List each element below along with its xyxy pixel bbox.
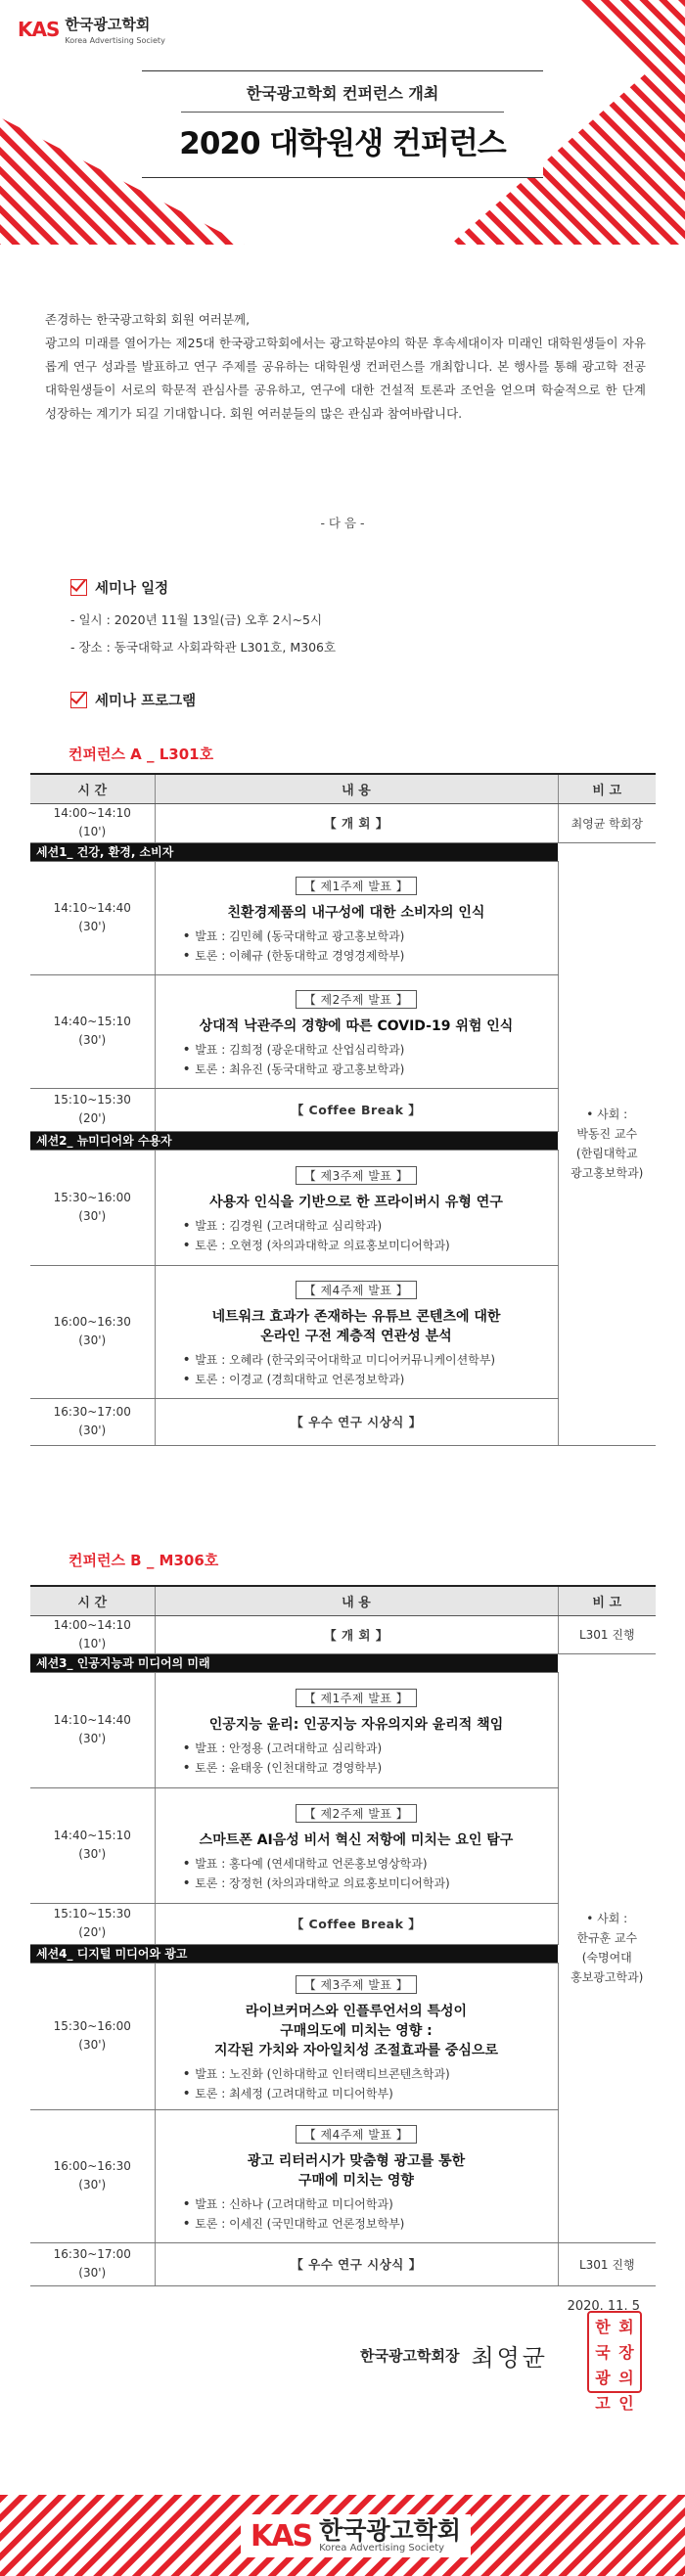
- time: 14:10~14:40: [53, 901, 131, 915]
- moderator-line: 한규훈 교수: [576, 1931, 638, 1945]
- table-header-row: [30, 1586, 656, 1615]
- presentation-title: [156, 2151, 558, 2191]
- col-content: 내 용: [155, 774, 558, 803]
- seal-char: 인: [618, 2394, 634, 2413]
- seal-char: 회: [618, 2318, 634, 2336]
- logo-mark: KAS: [18, 18, 60, 41]
- discussant: • 토론 : 장정헌 (차의과대학교 의료홍보미디어학과): [183, 1874, 558, 1893]
- schedule-place: - 장소 : 동국대학교 사회과학관 L301호, M306호: [70, 640, 337, 655]
- header-logo: [18, 14, 165, 45]
- document-date: 2020. 11. 5: [567, 2299, 640, 2314]
- opening-note: L301 진행: [558, 1615, 656, 1653]
- presenter: • 발표 : 김민혜 (동국대학교 광고홍보학과): [183, 926, 558, 946]
- presenter: • 발표 : 오혜라 (한국외국어대학교 미디어커뮤니케이션학부): [183, 1350, 558, 1370]
- table-row: [30, 803, 656, 842]
- title-box: [142, 70, 543, 178]
- time: 15:10~15:30: [53, 1907, 131, 1921]
- discussant: • 토론 : 최세정 (고려대학교 미디어학부): [183, 2084, 558, 2103]
- title-line: 광고 리터러시가 맞춤형 광고를 통한: [247, 2152, 466, 2169]
- footer-logo-english: Korea Advertising Society: [319, 2543, 445, 2553]
- opening-label: 【 개 회 】: [155, 1615, 558, 1653]
- discussant: • 토론 : 이경교 (경희대학교 언론정보학과): [183, 1370, 558, 1389]
- duration: (30'): [78, 1333, 107, 1347]
- discussant: • 토론 : 윤태웅 (인천대학교 경영학부): [183, 1758, 558, 1778]
- checkbox-icon: [70, 692, 87, 708]
- coffee-break: 【 Coffee Break 】: [155, 1088, 558, 1131]
- signature: [360, 2338, 548, 2373]
- time: 14:40~15:10: [53, 1829, 131, 1842]
- schedule-heading: [70, 577, 168, 598]
- award-ceremony: 【 우수 연구 시상식 】: [155, 2242, 558, 2285]
- presenter: • 발표 : 안정용 (고려대학교 심리학과): [183, 1739, 558, 1758]
- moderator-line: 광고홍보학과): [571, 1166, 644, 1180]
- footer-banner: [0, 2495, 685, 2576]
- opening-note: 최영균 학회장: [558, 803, 656, 842]
- intro-text: [45, 308, 646, 426]
- session-1-label: 세션1_ 건강, 환경, 소비자: [30, 842, 558, 861]
- official-seal: [587, 2311, 642, 2413]
- duration: (30'): [78, 1033, 107, 1047]
- title-line: 지각된 가치와 자아일치성 조절효과를 중심으로: [214, 2042, 498, 2058]
- col-note: 비 고: [558, 774, 656, 803]
- table-row: [30, 2242, 656, 2285]
- duration: (30'): [78, 1732, 107, 1745]
- moderator-note: [558, 842, 656, 1445]
- title-divider: [181, 112, 504, 113]
- discussant: • 토론 : 오현정 (차의과대학교 의료홍보미디어학과): [183, 1236, 558, 1255]
- presentation-cell: [155, 1787, 558, 1903]
- seal-char: 장: [618, 2343, 634, 2362]
- award-note: L301 진행: [558, 2242, 656, 2285]
- presentation-title: 상대적 낙관주의 경향에 따른 COVID-19 위험 인식: [199, 1017, 514, 1034]
- header-banner: [0, 0, 685, 245]
- opening-label: 【 개 회 】: [155, 803, 558, 842]
- seal-char: 고: [595, 2394, 611, 2413]
- presenter: • 발표 : 신하나 (고려대학교 미디어학과): [183, 2194, 558, 2214]
- presentation-cell: [155, 1150, 558, 1265]
- presentation-tag: 【 제3주제 발표 】: [296, 1975, 418, 1994]
- presenter: • 발표 : 홍다예 (연세대학교 언론홍보영상학과): [183, 1854, 558, 1874]
- title-line: 네트워크 효과가 존재하는 유튜브 콘텐츠에 대한: [211, 1308, 501, 1325]
- duration: (10'): [78, 1636, 107, 1650]
- checkbox-icon: [70, 579, 87, 596]
- discussant: • 토론 : 이혜규 (한동대학교 경영경제학부): [183, 946, 558, 966]
- time: 15:10~15:30: [53, 1093, 131, 1107]
- table-row: [30, 1615, 656, 1653]
- discussant: • 토론 : 이세진 (국민대학교 언론정보학부): [183, 2214, 558, 2234]
- presentation-tag: 【 제2주제 발표 】: [296, 990, 418, 1009]
- duration: (30'): [78, 920, 107, 933]
- intro-body: 광고의 미래를 열어가는 제25대 한국광고학회에서는 광고학분야의 학문 후속세대이자 미래인 대학원생들이 자유롭게 연구 성과를 발표하고 연구 주제를 공유하는 대학원생 컨퍼런스를 개최합니다. 본 행사를 통해 광고학 전공 대학원생들이 서로의 학문적 관심사를 공유하고, 연구에 대한 건설적 토론과 조언을 얻으며 학술적으로 한 단계 성장하는 계기가 되길 기대합니다. 회원 여러분들의 많은 관심과 참여바랍니다.: [45, 336, 646, 421]
- title-line: 라이브커머스와 인플루언서의 특성이: [245, 2003, 468, 2019]
- presentation-tag: 【 제4주제 발표 】: [296, 1281, 418, 1299]
- time: 15:30~16:00: [53, 2019, 131, 2033]
- session-2-label: 세션2_ 뉴미디어와 수용자: [30, 1131, 558, 1150]
- footer-logo-mark: KAS: [251, 2518, 312, 2553]
- presenter: • 발표 : 김희정 (광운대학교 산업심리학과): [183, 1040, 558, 1060]
- presentation-tag: 【 제3주제 발표 】: [296, 1166, 418, 1185]
- moderator-note: [558, 1653, 656, 2242]
- session-row: [30, 1653, 656, 1672]
- col-note: 비 고: [558, 1586, 656, 1615]
- presentation-title: 인공지능 윤리: 인공지능 자유의지와 윤리적 책임: [208, 1716, 504, 1733]
- title-line: 구매에 미치는 영향: [298, 2172, 414, 2189]
- award-ceremony: 【 우수 연구 시상식 】: [155, 1398, 558, 1445]
- col-content: 내 용: [155, 1586, 558, 1615]
- moderator-line: • 사회 :: [586, 1107, 628, 1121]
- duration: (30'): [78, 2178, 107, 2192]
- presentation-title: [156, 2002, 558, 2060]
- session-row: [30, 842, 656, 861]
- seal-char: 한: [595, 2318, 611, 2336]
- duration: (30'): [78, 2266, 107, 2280]
- presentation-tag: 【 제2주제 발표 】: [296, 1804, 418, 1823]
- col-time: 시 간: [30, 1586, 155, 1615]
- time: 15:30~16:00: [53, 1191, 131, 1204]
- signature-name: 최영균: [471, 2344, 548, 2372]
- title-line: 구매의도에 미치는 영향 :: [280, 2022, 433, 2039]
- presentation-title: [156, 1307, 558, 1346]
- duration: (20'): [78, 1111, 107, 1125]
- session-3-label: 세션3_ 인공지능과 미디어의 미래: [30, 1653, 558, 1672]
- presentation-cell: [155, 1672, 558, 1787]
- presentation-tag: 【 제1주제 발표 】: [296, 1689, 418, 1707]
- presentation-cell: [155, 974, 558, 1088]
- conference-a-title: 컨퍼런스 A _ L301호: [68, 746, 214, 763]
- presentation-title: 사용자 인식을 기반으로 한 프라이버시 유형 연구: [209, 1194, 503, 1210]
- time: 16:00~16:30: [53, 2159, 131, 2173]
- time: 14:10~14:40: [53, 1713, 131, 1727]
- time: 16:30~17:00: [53, 2247, 131, 2261]
- footer-logo-korean: 한국광고학회: [319, 2516, 461, 2545]
- presentation-title: 친환경제품의 내구성에 대한 소비자의 인식: [227, 904, 485, 921]
- logo-english: Korea Advertising Society: [65, 36, 165, 45]
- presentation-cell: [155, 2109, 558, 2242]
- duration: (30'): [78, 1424, 107, 1437]
- footer-logo: [241, 2514, 471, 2557]
- program-heading: [70, 690, 196, 710]
- table-header-row: [30, 774, 656, 803]
- section-divider: - 다 음 -: [320, 516, 365, 530]
- coffee-break: 【 Coffee Break 】: [155, 1903, 558, 1944]
- program-heading-label: 세미나 프로그램: [95, 694, 197, 709]
- session-4-label: 세션4_ 디지털 미디어와 광고: [30, 1944, 558, 1963]
- schedule-date: - 일시 : 2020년 11월 13일(금) 오후 2시~5시: [70, 612, 323, 627]
- page-title: 2020 대학원생 컨퍼런스: [179, 126, 506, 161]
- time: 14:40~15:10: [53, 1015, 131, 1028]
- duration: (10'): [78, 825, 107, 838]
- moderator-line: (숙명여대: [581, 1951, 632, 1965]
- conference-b-title: 컨퍼런스 B _ M306호: [68, 1552, 219, 1569]
- conference-b-table: [30, 1585, 656, 2286]
- moderator-line: 홍보광고학과): [571, 1970, 644, 1984]
- presentation-cell: [155, 1963, 558, 2109]
- schedule-heading-label: 세미나 일정: [95, 581, 169, 597]
- title-line: 온라인 구전 계층적 연관성 분석: [260, 1328, 452, 1344]
- duration: (30'): [78, 2038, 107, 2052]
- presentation-cell: [155, 1265, 558, 1398]
- moderator-line: (한림대학교: [575, 1147, 638, 1160]
- moderator-line: 박동진 교수: [576, 1127, 638, 1141]
- discussant: • 토론 : 최유진 (동국대학교 광고홍보학과): [183, 1060, 558, 1079]
- presenter: • 발표 : 노진화 (인하대학교 인터랙티브콘텐츠학과): [183, 2064, 558, 2084]
- page-subtitle: 한국광고학회 컨퍼런스 개최: [246, 84, 439, 103]
- logo-korean: 한국광고학회: [65, 16, 151, 33]
- presentation-tag: 【 제1주제 발표 】: [296, 877, 418, 895]
- conference-a-table: [30, 773, 656, 1446]
- greeting: 존경하는 한국광고학회 회원 여러분께,: [45, 312, 251, 327]
- duration: (20'): [78, 1925, 107, 1939]
- time: 16:00~16:30: [53, 1315, 131, 1329]
- time: 16:30~17:00: [53, 1405, 131, 1419]
- time: 14:00~14:10: [53, 1617, 131, 1632]
- duration: (30'): [78, 1847, 107, 1861]
- signature-title: 한국광고학회장: [360, 2347, 460, 2365]
- presentation-cell: [155, 861, 558, 974]
- seal-char: 국: [595, 2343, 611, 2362]
- presentation-title: 스마트폰 AI음성 비서 혁신 저항에 미치는 요인 탐구: [199, 1831, 514, 1848]
- col-time: 시 간: [30, 774, 155, 803]
- presentation-tag: 【 제4주제 발표 】: [296, 2125, 418, 2144]
- seal-char: 의: [618, 2369, 634, 2387]
- duration: (30'): [78, 1209, 107, 1223]
- seal-char: 광: [595, 2369, 611, 2387]
- time: 14:00~14:10: [53, 806, 131, 820]
- moderator-line: • 사회 :: [586, 1912, 628, 1925]
- presenter: • 발표 : 김경원 (고려대학교 심리학과): [183, 1216, 558, 1236]
